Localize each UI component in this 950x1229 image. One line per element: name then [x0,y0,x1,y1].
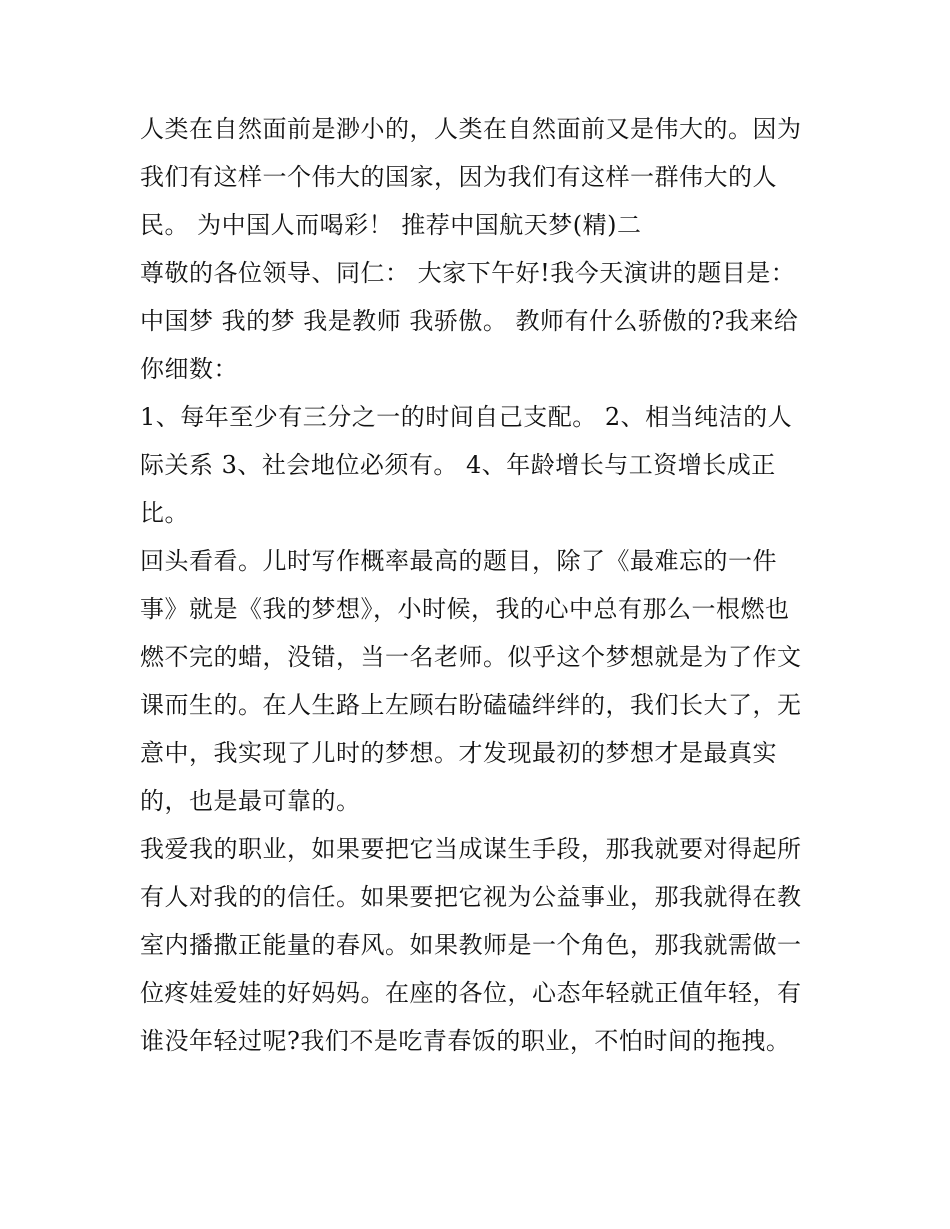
text-line: 尊敬的各位领导、同仁： 大家下午好!我今天演讲的题目是： [140,259,796,287]
text-line: 我们有这样一个伟大的国家，因为我们有这样一群伟大的人 [140,163,777,191]
text-line: 有人对我的的信任。如果要把它视为公益事业，那我就得在教 [140,883,802,911]
text-line: 课而生的。在人生路上左顾右盼磕磕绊绊的，我们长大了，无 [140,691,802,719]
text-line: 位疼娃爱娃的好妈妈。在座的各位，心态年轻就正值年轻，有 [140,979,802,1007]
text-line: 燃不完的蜡，没错，当一名老师。似乎这个梦想就是为了作文 [140,643,802,671]
text-line: 际关系 3、社会地位必须有。 4、年龄增长与工资增长成正 [140,451,776,479]
text-line: 1、每年至少有三分之一的时间自己支配。 2、相当纯洁的人 [140,403,793,431]
text-line: 你细数： [140,355,238,383]
text-line: 事》就是《我的梦想》，小时候，我的心中总有那么一根燃也 [140,595,790,623]
text-line: 中国梦 我的梦 我是教师 我骄傲。 教师有什么骄傲的?我来给 [140,307,799,335]
text-line: 我爱我的职业，如果要把它当成谋生手段，那我就要对得起所 [140,835,802,863]
document-body [140,105,820,1065]
text-line: 室内播撒正能量的春风。如果教师是一个角色，那我就需做一 [140,931,802,959]
text-line: 回头看看。儿时写作概率最高的题目，除了《最难忘的一件 [140,547,777,575]
text-line: 谁没年轻过呢?我们不是吃青春饭的职业，不怕时间的拖拽。 [140,1027,791,1055]
text-line: 人类在自然面前是渺小的，人类在自然面前又是伟大的。因为 [140,115,802,143]
text-line: 意中，我实现了儿时的梦想。才发现最初的梦想才是最真实 [140,739,777,767]
text-line: 的，也是最可靠的。 [140,787,361,815]
text-line: 比。 [140,499,189,527]
text-line: 民。 为中国人而喝彩！ 推荐中国航天梦(精)二 [140,211,642,239]
